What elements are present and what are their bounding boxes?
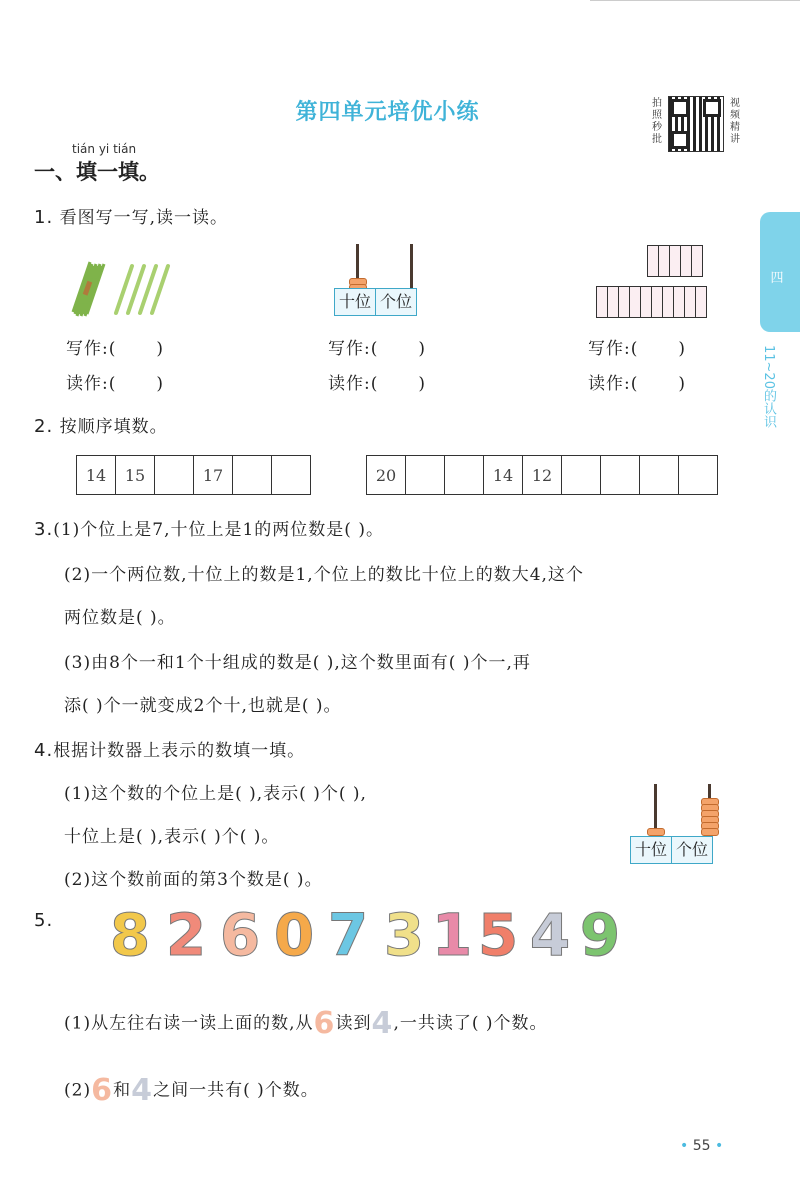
q1-ones-label: 个位 [380,292,413,311]
q3-line-3: 两位数是( )。 [64,608,176,628]
section-heading: 一、填一填。 [34,160,160,184]
seq-cell-blank[interactable] [406,456,445,495]
cartoon-digit-2: 2 [165,901,207,969]
q1-read-1: 读作:( ) [66,374,165,394]
qr-right-text: 视频精讲 [730,98,740,145]
q5-number: 5. [34,910,54,931]
q4-line-1: (1)这个数的个位上是( ),表示( )个( ), [64,784,367,804]
seq-cell-blank[interactable] [679,456,718,495]
q2-sequence-2 [366,455,718,495]
seq-cell-blank[interactable] [445,456,484,495]
section-pinyin: tián yi tián [72,142,137,156]
q5-line-2: (2)6和4之间一共有( )个数。 [64,1073,319,1108]
q2-text: 按顺序填数。 [59,417,168,437]
cartoon-digit-5: 5 [477,901,519,969]
q1-read-3: 读作:( ) [588,374,687,394]
q3-line-1: 3.(1)个位上是7,十位上是1的两位数是( )。 [34,519,384,540]
q4-line-3: (2)这个数前面的第3个数是( )。 [64,870,323,890]
seq-cell: 17 [194,456,233,495]
top-rule [590,0,800,1]
cartoon-digit-6: 6 [219,901,261,969]
q1-prompt [34,203,228,228]
page-number: • 55 • [680,1138,724,1154]
unit-vertical-label: 11~20的认识 [761,345,776,428]
q1-number: 1. [34,207,54,228]
q3-line-5: 添( )个一就变成2个十,也就是( )。 [64,696,342,716]
q2-sequence-1 [76,455,311,495]
seq-cell: 12 [523,456,562,495]
digit-four-icon: 4 [371,1006,394,1041]
cartoon-digit-3: 3 [383,901,425,969]
seq-cell: 20 [367,456,406,495]
seq-cell: 14 [484,456,523,495]
qr-block [648,96,748,152]
q1-write-2: 写作:( ) [328,339,427,359]
cartoon-digit-9: 9 [579,901,621,969]
cartoon-digit-1: 1 [431,901,473,969]
q4-ones-label: 个位 [676,840,709,859]
q1-text: 看图写一写,读一读。 [59,208,228,228]
q1-write-1: 写作:( ) [66,339,165,359]
digit-six-icon: 6 [91,1073,114,1108]
seq-cell-blank[interactable] [640,456,679,495]
q4-line-2: 十位上是( ),表示( )个( )。 [64,827,280,847]
seq-cell-blank[interactable] [562,456,601,495]
q1-tens-label: 十位 [335,289,376,315]
qr-code-icon[interactable] [668,96,724,152]
seq-cell-blank[interactable] [601,456,640,495]
page-title: 第四单元培优小练 [295,100,480,125]
q1-tens-block-large [596,286,707,318]
q4-abacus [630,784,740,864]
q2-prompt: 2. 按顺序填数。 [34,416,168,437]
q4-prompt: 4.根据计数器上表示的数填一填。 [34,740,306,761]
cartoon-digit-0: 0 [273,901,315,969]
seq-cell-blank[interactable] [272,456,311,495]
digit-four-icon: 4 [131,1073,154,1108]
q5-line-1: (1)从左往右读一读上面的数,从6读到4,一共读了( )个数。 [64,1006,548,1041]
digit-six-icon: 6 [313,1006,336,1041]
q3-line-2: (2)一个两位数,十位上的数是1,个位上的数比十位上的数大4,这个 [64,565,584,585]
cartoon-digit-8: 8 [109,901,151,969]
q1-read-2: 读作:( ) [328,374,427,394]
q4-tens-label: 十位 [631,837,672,863]
unit-tab-label: 四 [770,271,784,286]
unit-tab[interactable] [760,212,800,332]
q1-tens-block-small [647,245,703,277]
seq-cell: 14 [77,456,116,495]
seq-cell: 15 [116,456,155,495]
seq-cell-blank[interactable] [155,456,194,495]
q3-line-4: (3)由8个一和1个十组成的数是( ),这个数里面有( )个一,再 [64,653,531,673]
bundle-sticks-icon [70,258,180,318]
qr-left-text: 拍照秒批 [652,98,662,145]
cartoon-digit-4: 4 [529,901,571,969]
cartoon-digit-7: 7 [327,901,369,969]
q1-abacus [334,244,444,316]
q1-write-3: 写作:( ) [588,339,687,359]
seq-cell-blank[interactable] [233,456,272,495]
